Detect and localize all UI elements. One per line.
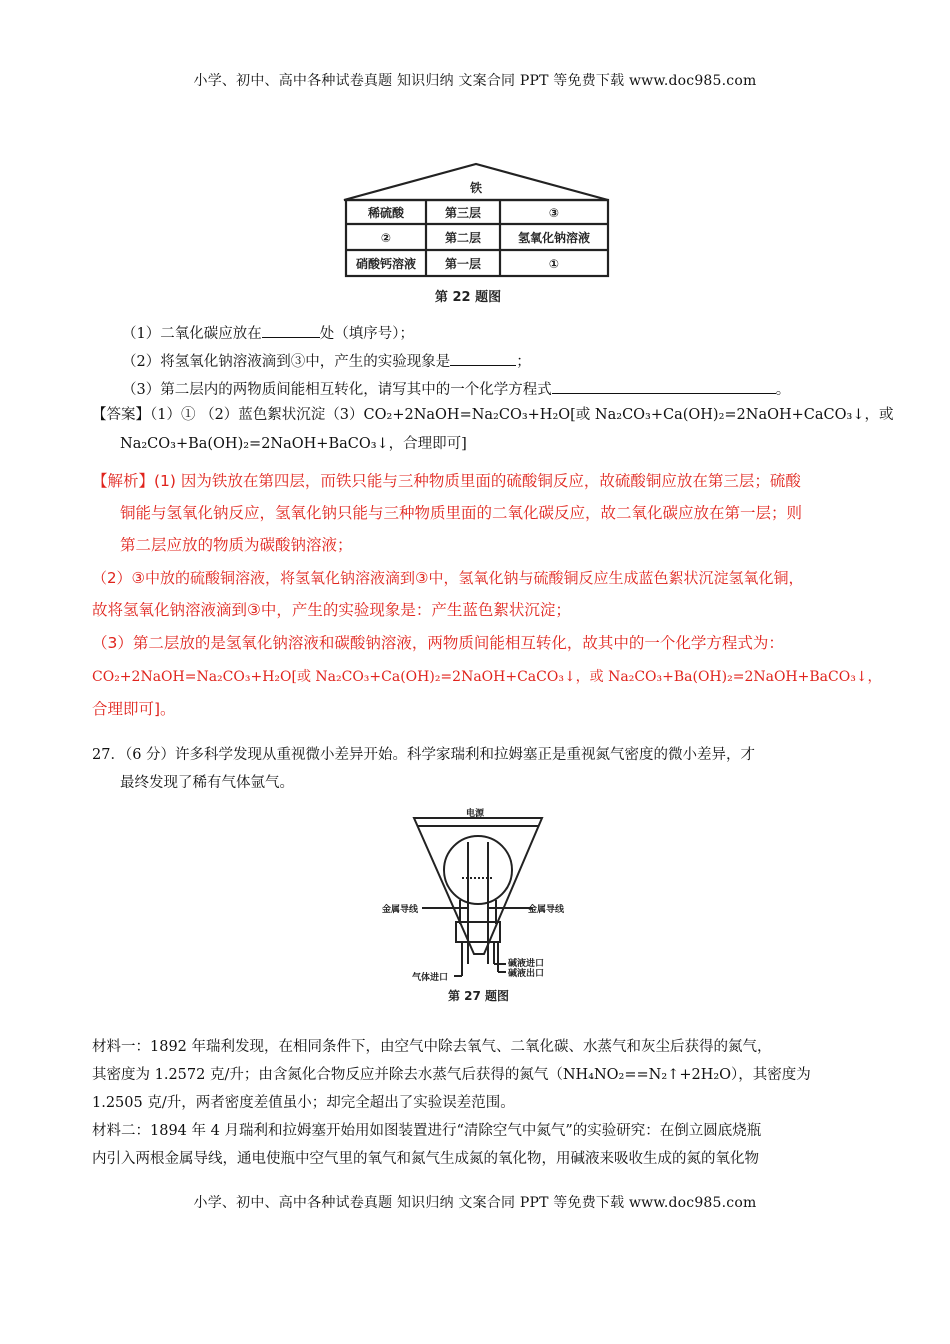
figure-22-caption: 第 22 题图 (434, 290, 502, 305)
cell-r1c3: ① (548, 257, 560, 271)
answer-line-2: Na₂CO₃+Ba(OH)₂=2NaOH+BaCO₃↓，合理即可] (120, 436, 467, 452)
cell-r2c1: ② (380, 231, 392, 245)
cell-r3c2: 第三层 (444, 206, 482, 220)
flask-bulb (444, 836, 512, 904)
q22-item-2: （2）将氢氧化钠溶液滴到③中，产生的实验现象是 ； (122, 350, 531, 373)
q22-item-3: （3）第二层内的两物质间能相互转化，请写其中的一个化学方程式 。 (122, 378, 790, 401)
analysis-line-2: 铜能与氢氧化钠反应，氢氧化钠只能与三种物质里面的二氧化碳反应，故二氧化碳应放在第一层；则 (120, 504, 803, 522)
q27-line-2: 最终发现了稀有气体氩气。 (120, 775, 294, 791)
analysis-line-6: （3）第二层放的是氢氧化钠溶液和碳酸钠溶液，两物质间能相互转化，故其中的一个化学方程式为： (92, 634, 784, 652)
material-2-line-2: 内引入两根金属导线，通电使瓶中空气里的氧气和氮气生成氮的氧化物，用碱液来吸收生成的氮的氧化物 (92, 1151, 759, 1167)
power-label: 电源 (466, 809, 485, 819)
analysis-line-5: 故将氢氧化钠溶液滴到③中，产生的实验现象是：产生蓝色絮状沉淀； (92, 601, 571, 619)
cell-r3c3: ③ (548, 206, 560, 220)
cell-r2c2: 第二层 (444, 231, 482, 245)
material-1-line-3: 1.2505 克/升，两者密度差值虽小；却完全超出了实验误差范围。 (92, 1095, 515, 1111)
figure-22-house (340, 158, 612, 308)
analysis-line-8: 合理即可]。 (92, 700, 176, 718)
roof-label: 铁 (469, 181, 483, 195)
analysis-line-7: CO₂+2NaOH=Na₂CO₃+H₂O[或 Na₂CO₃+Ca(OH)₂=2NaOH+CaCO₃↓，或 Na₂CO₃+Ba(OH)₂=2NaOH+BaCO₃↓， (92, 669, 882, 685)
answer-line-1: 【答案】（1）① （2）蓝色絮状沉淀（3）CO₂+2NaOH=Na₂CO₃+H₂O[或 Na₂CO₃+Ca(OH)₂=2NaOH+CaCO₃↓，或 (92, 407, 894, 423)
q27-line-1: 27．（6 分）许多科学发现从重视微小差异开始。科学家瑞利和拉姆塞正是重视氮气密度的微小差异，才 (92, 747, 756, 763)
material-2-line-1: 材料二：1894 年 4 月瑞利和拉姆塞开始用如图装置进行“清除空气中氮气”的实验研究：在倒立圆底烧瓶 (92, 1123, 762, 1139)
analysis-line-4: （2）③中放的硫酸铜溶液，将氢氧化钠溶液滴到③中，氢氧化钠与硫酸铜反应生成蓝色絮状沉淀氢氧化铜， (92, 569, 804, 587)
figure-27-caption: 第 27 题图 (448, 989, 510, 1003)
analysis-line-3: 第二层应放的物质为碳酸钠溶液； (120, 536, 353, 554)
cell-r3c1: 稀硫酸 (367, 206, 405, 220)
page-header: 小学、初中、高中各种试卷真题 知识归纳 文案合同 PPT 等免费下载 www.doc985.com (193, 73, 757, 89)
alkali-in-label: 碱液进口 (508, 959, 545, 969)
alkali-out-label: 碱液出口 (508, 969, 545, 979)
gas-in-label: 气体进口 (412, 973, 449, 983)
page-footer: 小学、初中、高中各种试卷真题 知识归纳 文案合同 PPT 等免费下载 www.doc985.com (193, 1195, 757, 1211)
cell-r1c1: 硝酸钙溶液 (355, 257, 417, 271)
q22-item-1: （1）二氧化碳应放在 处（填序号）； (122, 322, 414, 345)
funnel-triangle (414, 818, 542, 954)
wire-right-label: 金属导线 (528, 905, 565, 915)
analysis-line-1: 【解析】(1) 因为铁放在第四层，而铁只能与三种物质里面的硫酸铜反应，故硫酸铜应放在第三层；硫酸 (92, 472, 801, 490)
blank-2 (450, 350, 516, 366)
cell-r2c3: 氢氧化钠溶液 (517, 231, 591, 245)
figure-27-apparatus (382, 804, 572, 1006)
blank-3 (552, 378, 776, 394)
wire-left-label: 金属导线 (382, 905, 419, 915)
material-1-line-2: 其密度为 1.2572 克/升；由含氮化合物反应并除去水蒸气后获得的氮气（NH₄NO₂==N₂↑+2H₂O），其密度为 (92, 1067, 811, 1083)
material-1-line-1: 材料一：1892 年瑞利发现，在相同条件下，由空气中除去氧气、二氧化碳、水蒸气和灰尘后获得的氮气， (92, 1039, 772, 1055)
blank-1 (262, 322, 320, 338)
cell-r1c2: 第一层 (444, 257, 482, 271)
